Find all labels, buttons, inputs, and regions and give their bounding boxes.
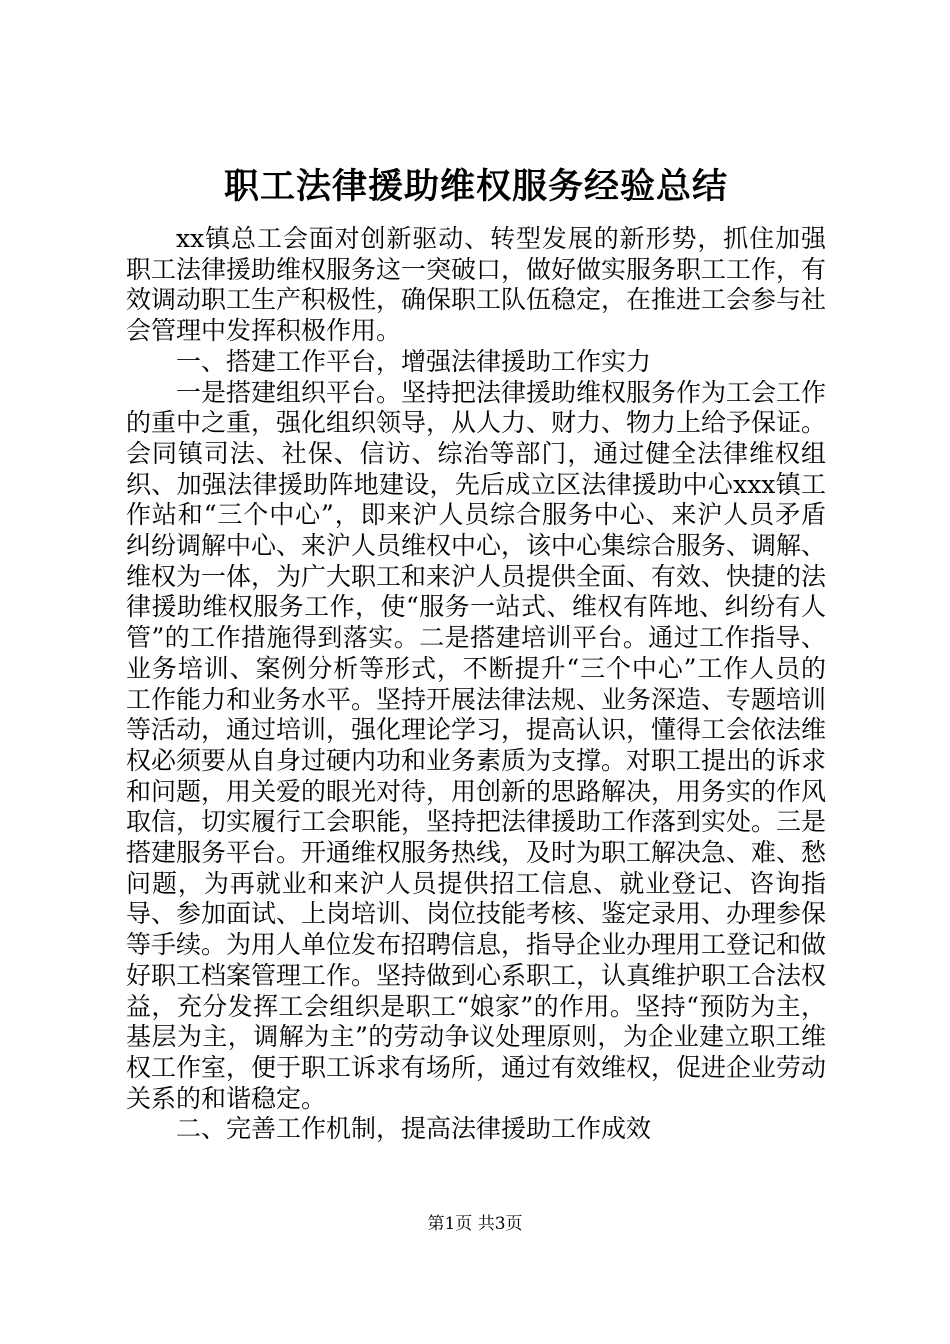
document-title: 职工法律援助维权服务经验总结 xyxy=(223,166,728,207)
body-paragraph: 一是搭建组织平台。坚持把法律援助维权服务作为工会工作的重中之重，强化组织领导，从人力、财力、物力上给予保证。会同镇司法、社保、信访、综治等部门，通过健全法律维权组织、加强法律援助阵地建设，先后成立区法律援助中心xxx镇工作站和“三个中心”，即来沪人员综合服务中心、来沪人员矛盾纠纷调解中心、来沪人员维权中心，该中心集综合服务、调解、维权为一体，为广大职工和来沪人员提供全面、有效、快捷的法律援助维权服务工作，使“服务一站式、维权有阵地、纠纷有人管”的工作措施得到落实。二是搭建培训平台。通过工作指导、业务培训、案例分析等形式，不断提升“三个中心”工作人员的工作能力和业务水平。坚持开展法律法规、业务深造、专题培训等活动，通过培训，强化理论学习，提高认识，懂得工会依法维权必须要从自身过硬内功和业务素质为支撑。对职工提出的诉求和问题，用关爱的眼光对待，用创新的思路解决，用务实的作风取信，切实履行工会职能，坚持把法律援助工作落到实处。三是搭建服务平台。开通维权服务热线，及时为职工解决急、难、愁问题，为再就业和来沪人员提供招工信息、就业登记、咨询指导、参加面试、上岗培训、岗位技能考核、鉴定录用、办理参保等手续。为用人单位发布招聘信息，指导企业办理用工登记和做好职工档案管理工作。坚持做到心系职工，认真维护职工合法权益，充分发挥工会组织是职工“娘家”的作用。坚持“预防为主，基层为主，调解为主”的劳动争议处理原则，为企业建立职工维权工作室，便于职工诉求有场所，通过有效维权，促进企业劳动关系的和谐稳定。 xyxy=(126,377,827,1113)
document-page xyxy=(126,150,826,1145)
section-heading-2: 二、完善工作机制，提高法律援助工作成效 xyxy=(176,1114,652,1144)
section-heading-1: 一、搭建工作平台，增强法律援助工作实力 xyxy=(176,346,652,376)
intro-paragraph: xx镇总工会面对创新驱动、转型发展的新形势，抓住加强职工法律援助维权服务这一突破口，做好做实服务职工工作，有效调动职工生产积极性，确保职工队伍稳定，在推进工会参与社会管理中发挥积极作用。 xyxy=(126,224,827,346)
page-number-footer: 第1页 共3页 xyxy=(427,1214,523,1234)
